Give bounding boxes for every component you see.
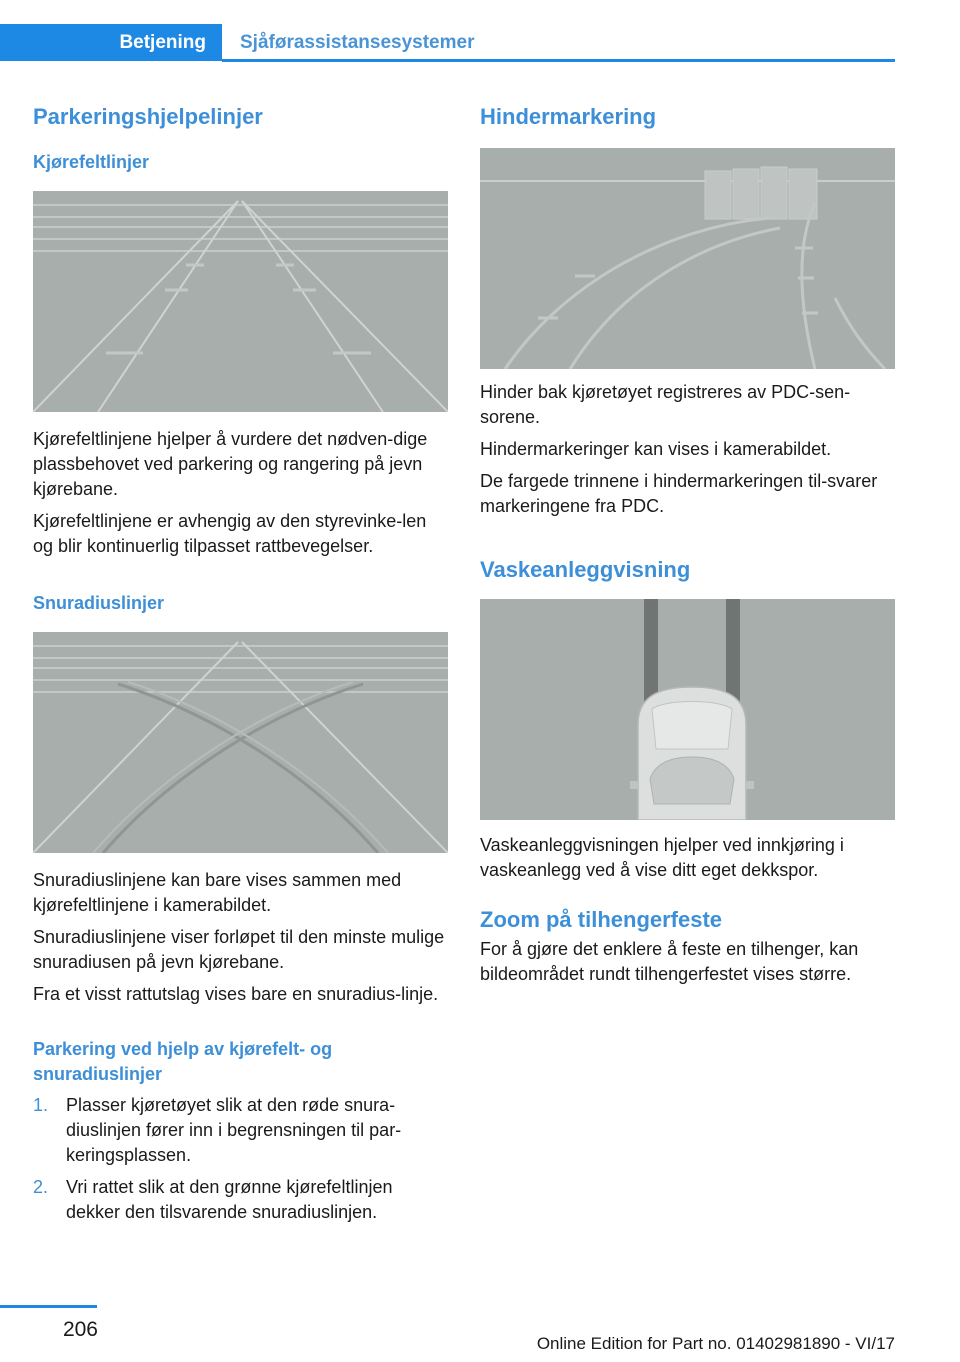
section-tab: Sjåførassistansesystemer (240, 31, 475, 53)
step-text: Vri rattet slik at den grønne kjørefeltlinjen dekker den tilsvarende snuradiuslinjen. (66, 1177, 393, 1222)
step-number: 1. (33, 1095, 49, 1115)
heading-snuradiuslinjer: Snuradiuslinjer (33, 593, 165, 613)
page-number: 206 (62, 1318, 98, 1341)
heading-zoom-tilhengerfeste: Zoom på tilhengerfeste (480, 907, 723, 932)
list-item (33, 1093, 448, 1168)
list-item (33, 1175, 448, 1225)
car-illustration (630, 687, 754, 820)
illustration-car-wash-view (480, 599, 895, 820)
paragraph: Snuradiuslinjene viser forløpet til den minste mulige snuradiusen på jevn kjørebane. (33, 927, 445, 972)
paragraph: Kjørefeltlinjene hjelper å vurdere det nødven-dige plassbehovet ved parkering og rangering på jevn kjørebane. (33, 429, 428, 499)
right-column (480, 100, 895, 987)
steps-list (33, 1093, 448, 1225)
heading-kjorefeltlinjer: Kjørefeltlinjer (33, 152, 150, 172)
heading-vaskeanleggvisning: Vaskeanleggvisning (480, 557, 691, 582)
header-rule (222, 59, 895, 62)
page-header (0, 0, 960, 62)
step-number: 2. (33, 1177, 49, 1197)
paragraph: Hindermarkeringer kan vises i kamerabildet. (480, 439, 832, 459)
illustration-turning-radius (33, 632, 448, 853)
illustration-obstacle-marking (480, 148, 895, 369)
chapter-tab: Betjening (0, 24, 222, 61)
footer-rule (0, 1305, 97, 1308)
paragraph: For å gjøre det enklere å feste en tilhenger, kan bildeområdet rundt tilhengerfestet vises større. (480, 939, 859, 984)
left-column (33, 100, 448, 1225)
edition-text: Online Edition for Part no. 01402981890 - VI/17 (536, 1334, 895, 1353)
illustration-lane-lines (33, 191, 448, 412)
paragraph: Fra et visst rattutslag vises bare en snuradius-linje. (33, 984, 439, 1004)
paragraph: De fargede trinnene i hindermarkeringen til-svarer markeringene fra PDC. (480, 471, 878, 516)
heading-parkering-ved-hjelp: Parkering ved hjelp av kjørefelt- og snuradiuslinjer (33, 1039, 333, 1084)
paragraph: Kjørefeltlinjene er avhengig av den styrevinke-len og blir kontinuerlig tilpasset rattbevegelser. (33, 511, 427, 556)
heading-parkeringshjelpelinjer: Parkeringshjelpelinjer (33, 104, 263, 129)
step-text: Plasser kjøretøyet slik at den røde snura-diuslinjen fører inn i begrensningen til par-keringsplassen. (66, 1095, 402, 1165)
paragraph: Snuradiuslinjene kan bare vises sammen med kjørefeltlinjene i kamerabildet. (33, 870, 402, 915)
paragraph: Hinder bak kjøretøyet registreres av PDC-sen-sorene. (480, 382, 851, 427)
heading-hindermarkering: Hindermarkering (480, 104, 657, 129)
paragraph: Vaskeanleggvisningen hjelper ved innkjøring i vaskeanlegg ved å vise ditt eget dekkspor. (480, 835, 844, 880)
